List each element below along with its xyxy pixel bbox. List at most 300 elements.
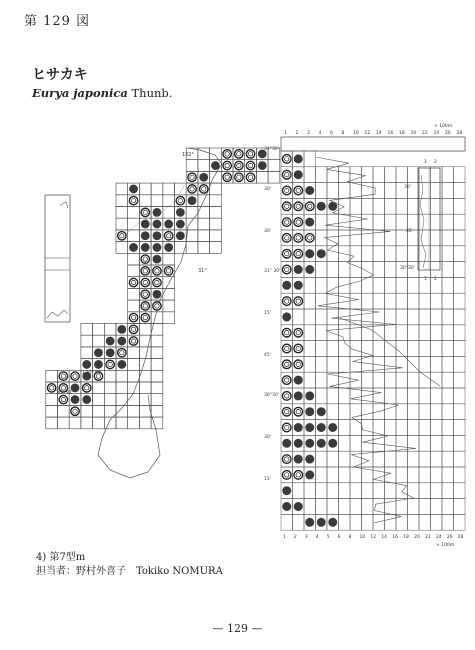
chart-cell	[419, 372, 431, 388]
map-grid-cell	[128, 394, 140, 406]
record-open-marker	[141, 302, 149, 310]
altitude-filled-marker	[305, 423, 314, 432]
record-open-marker	[153, 267, 161, 275]
record-filled-marker	[117, 360, 126, 369]
chart-cell	[408, 309, 420, 325]
altitude-open-marker	[294, 360, 303, 369]
chart-left-label: 15'	[264, 311, 271, 316]
chart-cell	[373, 451, 385, 467]
page-number: — 129 —	[212, 622, 263, 635]
chart-cell	[431, 341, 443, 357]
altitude-open-marker	[282, 297, 291, 306]
map-grid-cell	[128, 253, 140, 265]
altitude-filled-marker	[305, 518, 314, 527]
map-grid-cell	[198, 207, 210, 219]
map-grid-cell	[268, 171, 280, 183]
record-filled-marker	[176, 231, 185, 240]
distribution-map	[46, 148, 280, 478]
chart-cell	[408, 356, 420, 372]
map-grid-cell	[116, 218, 128, 230]
chart-cell	[408, 341, 420, 357]
altitude-open-marker	[305, 202, 314, 211]
chart-left-label: 31° 30'	[264, 269, 281, 274]
chart-cell	[396, 467, 408, 483]
record-open-marker	[71, 372, 79, 380]
altitude-open-marker	[282, 202, 291, 211]
record-open-marker	[164, 232, 172, 240]
chart-cell	[362, 214, 374, 230]
chart-cell	[454, 230, 466, 246]
record-filled-marker	[164, 243, 173, 252]
chart-cell	[454, 420, 466, 436]
record-filled-marker	[106, 348, 115, 357]
chart-cell	[419, 467, 431, 483]
altitude-filled-marker	[294, 376, 303, 385]
map-grid-cell	[93, 405, 105, 417]
chart-cell	[385, 341, 397, 357]
record-open-marker	[141, 267, 149, 275]
chart-cell	[408, 277, 420, 293]
chart-cell	[454, 356, 466, 372]
chart-bottom-tick: 12	[370, 535, 377, 541]
map-grid-cell	[139, 382, 151, 394]
record-open-marker	[118, 349, 126, 357]
record-filled-marker	[71, 395, 80, 404]
altitude-open-marker	[294, 471, 303, 480]
chart-cell	[408, 293, 420, 309]
map-grid-cell	[139, 417, 151, 429]
chart-cell	[373, 514, 385, 530]
chart-cell	[454, 499, 466, 515]
altitude-filled-marker	[305, 455, 314, 464]
chart-cell	[327, 262, 339, 278]
map-grid-cell	[151, 347, 163, 359]
altitude-open-marker	[282, 186, 291, 195]
chart-cell	[339, 499, 351, 515]
chart-cell	[304, 293, 316, 309]
altitude-filled-marker	[294, 391, 303, 400]
record-filled-marker	[141, 243, 150, 252]
chart-cell	[396, 420, 408, 436]
chart-cell	[316, 451, 328, 467]
inset-chart-top-tick: 2	[434, 160, 437, 165]
chart-cell	[316, 388, 328, 404]
altitude-open-marker	[282, 407, 291, 416]
map-grid-cell	[104, 324, 116, 336]
map-grid-cell	[163, 300, 175, 312]
chart-cell	[362, 404, 374, 420]
map-grid-cell	[116, 370, 128, 382]
altitude-filled-marker	[305, 218, 314, 227]
chart-top-tick: 16	[387, 131, 394, 136]
chart-cell	[385, 277, 397, 293]
chart-cell	[442, 325, 454, 341]
chart-cell	[327, 183, 339, 199]
chart-cell	[385, 293, 397, 309]
species-japanese-name: ヒサカキ	[32, 67, 88, 83]
chart-cell	[442, 404, 454, 420]
map-grid-cell	[210, 242, 222, 254]
record-open-marker	[188, 185, 196, 193]
chart-cell	[350, 420, 362, 436]
chart-cell	[304, 277, 316, 293]
chart-cell	[339, 420, 351, 436]
chart-top-tick: 20	[410, 131, 417, 136]
record-open-marker	[223, 161, 231, 169]
map-grid-cell	[93, 324, 105, 336]
record-open-marker	[223, 173, 231, 181]
altitude-open-marker	[282, 249, 291, 258]
map-grid-cell	[186, 230, 198, 242]
record-filled-marker	[117, 337, 126, 346]
map-grid-cell	[116, 207, 128, 219]
chart-cell	[373, 214, 385, 230]
chart-bottom-tick: 6	[337, 535, 341, 541]
record-filled-marker	[153, 255, 162, 264]
chart-cell	[408, 372, 420, 388]
chart-bottom-tick: 1	[283, 535, 286, 541]
map-label-30-30: 30°30'	[56, 390, 73, 396]
altitude-open-marker	[282, 234, 291, 243]
chart-cell	[339, 467, 351, 483]
chart-cell	[385, 514, 397, 530]
record-filled-marker	[82, 395, 91, 404]
altitude-open-marker	[282, 155, 291, 164]
chart-cell	[454, 309, 466, 325]
altitude-filled-marker	[328, 439, 337, 448]
map-grid-cell	[186, 160, 198, 172]
chart-cell	[454, 246, 466, 262]
chart-cell	[442, 356, 454, 372]
map-grid-cell	[93, 394, 105, 406]
chart-cell	[339, 388, 351, 404]
altitude-filled-marker	[294, 154, 303, 163]
chart-cell	[362, 246, 374, 262]
record-open-marker	[59, 372, 67, 380]
chart-cell	[304, 309, 316, 325]
chart-cell	[339, 404, 351, 420]
map-grid-cell	[128, 207, 140, 219]
chart-cell	[396, 277, 408, 293]
chart-cell	[431, 467, 443, 483]
record-open-marker	[188, 173, 196, 181]
map-grid-cell	[81, 405, 93, 417]
chart-cell	[385, 435, 397, 451]
chart-bottom-tick: 8	[348, 535, 352, 541]
record-open-marker	[47, 384, 55, 392]
record-filled-marker	[94, 360, 103, 369]
chart-cell	[350, 356, 362, 372]
chart-cell	[350, 388, 362, 404]
chart-bottom-tick: 10	[359, 535, 366, 541]
chart-cell	[419, 309, 431, 325]
map-grid-cell	[210, 218, 222, 230]
chart-bottom-tick: 22	[425, 535, 431, 541]
chart-cell	[339, 435, 351, 451]
chart-cell	[327, 277, 339, 293]
chart-left-label: 30'	[264, 435, 271, 440]
record-open-marker	[246, 150, 254, 158]
map-grid-cell	[139, 347, 151, 359]
chart-cell	[339, 356, 351, 372]
chart-cell	[431, 309, 443, 325]
chart-cell	[454, 388, 466, 404]
record-open-marker	[83, 384, 91, 392]
altitude-filled-marker	[294, 281, 303, 290]
record-open-marker	[200, 185, 208, 193]
map-grid-cell	[93, 335, 105, 347]
chart-cell	[385, 262, 397, 278]
inset-coast	[60, 202, 68, 208]
chart-cell	[304, 499, 316, 515]
altitude-filled-marker	[317, 407, 326, 416]
map-grid-cell	[116, 405, 128, 417]
chart-cell	[442, 277, 454, 293]
chart-cell	[327, 467, 339, 483]
chart-bottom-tick: 20	[414, 535, 420, 541]
chart-cell	[385, 483, 397, 499]
record-filled-marker	[176, 220, 185, 229]
chart-cell	[408, 214, 420, 230]
chart-cell	[373, 388, 385, 404]
map-grid-cell	[139, 324, 151, 336]
altitude-open-marker	[294, 407, 303, 416]
map-label-130-30: 130°30'	[82, 370, 102, 376]
altitude-filled-marker	[317, 518, 326, 527]
chart-cell	[442, 214, 454, 230]
chart-left-label: 30'	[264, 229, 271, 234]
chart-cell	[339, 341, 351, 357]
chart-cell	[373, 483, 385, 499]
chart-cell	[396, 246, 408, 262]
map-grid-cell	[210, 195, 222, 207]
chart-cell	[350, 277, 362, 293]
chart-cell	[396, 372, 408, 388]
map-grid-cell	[128, 417, 140, 429]
map-grid-cell	[151, 335, 163, 347]
altitude-filled-marker	[282, 502, 291, 511]
map-grid-cell	[116, 242, 128, 254]
altitude-open-marker	[294, 202, 303, 211]
map-grid-cell	[186, 242, 198, 254]
chart-cell	[339, 325, 351, 341]
chart-top-tick: 24	[433, 131, 440, 136]
chart-cell	[385, 451, 397, 467]
chart-cell	[304, 325, 316, 341]
chart-cell	[419, 420, 431, 436]
altitude-filled-marker	[294, 439, 303, 448]
chart-cell	[373, 167, 385, 183]
altitude-filled-marker	[305, 407, 314, 416]
chart-top-tick: 3	[307, 131, 310, 136]
chart-cell	[350, 246, 362, 262]
map-grid-cell	[151, 394, 163, 406]
inset-coast	[47, 310, 68, 318]
record-filled-marker	[188, 196, 197, 205]
chart-cell	[327, 451, 339, 467]
chart-cell	[316, 372, 328, 388]
record-filled-marker	[117, 325, 126, 334]
chart-cell	[396, 404, 408, 420]
chart-cell	[385, 246, 397, 262]
chart-cell	[281, 514, 293, 530]
chart-cell	[327, 309, 339, 325]
chart-cell	[442, 514, 454, 530]
chart-cell	[442, 372, 454, 388]
altitude-filled-marker	[328, 423, 337, 432]
record-open-marker	[141, 255, 149, 263]
chart-top-tick: 28	[456, 131, 463, 136]
footnote: 4) 第7型m	[36, 552, 86, 563]
chart-cell	[396, 198, 408, 214]
coastline	[98, 148, 222, 478]
altitude-filled-marker	[317, 423, 326, 432]
chart-cell	[442, 167, 454, 183]
chart-cell	[431, 435, 443, 451]
map-grid-cell	[139, 183, 151, 195]
record-filled-marker	[153, 290, 162, 299]
map-grid-cell	[256, 171, 268, 183]
record-filled-marker	[82, 360, 91, 369]
map-grid-cell	[46, 405, 58, 417]
chart-cell	[327, 341, 339, 357]
record-filled-marker	[153, 220, 162, 229]
map-label-31: 31°	[198, 268, 207, 274]
chart-cell	[454, 435, 466, 451]
chart-cell	[419, 451, 431, 467]
map-grid-cell	[175, 183, 187, 195]
chart-cell	[304, 151, 316, 167]
chart-cell	[373, 198, 385, 214]
chart-cell	[419, 183, 431, 199]
map-grid-cell	[198, 160, 210, 172]
chart-cell	[350, 499, 362, 515]
record-filled-marker	[153, 231, 162, 240]
map-grid-cell	[128, 347, 140, 359]
map-grid-cell	[198, 230, 210, 242]
altitude-filled-marker	[294, 423, 303, 432]
map-grid-cell	[163, 207, 175, 219]
chart-cell	[408, 325, 420, 341]
chart-cell	[419, 404, 431, 420]
map-grid-cell	[198, 242, 210, 254]
altitude-filled-marker	[294, 455, 303, 464]
chart-top-tick: 22	[422, 131, 428, 136]
chart-cell	[454, 372, 466, 388]
chart-bottom-unit: × 100m	[436, 543, 455, 549]
chart-cell	[408, 404, 420, 420]
inset-chart-label: 45'	[406, 229, 413, 234]
chart-cell	[327, 246, 339, 262]
chart-cell	[442, 230, 454, 246]
altitude-filled-marker	[305, 265, 314, 274]
altitude-profile-line	[316, 157, 416, 523]
chart-left-label: 30°30'	[264, 393, 279, 398]
chart-cell	[431, 451, 443, 467]
map-grid-cell	[151, 405, 163, 417]
chart-cell	[293, 514, 305, 530]
altitude-filled-marker	[328, 518, 337, 527]
chart-cell	[385, 230, 397, 246]
map-grid-cell	[58, 417, 70, 429]
map-grid-cell	[151, 312, 163, 324]
figure-label: 第 129 図	[24, 14, 91, 29]
altitude-filled-marker	[305, 186, 314, 195]
chart-cell	[431, 325, 443, 341]
chart-cell	[373, 277, 385, 293]
map-grid-cell	[116, 382, 128, 394]
chart-cell	[408, 499, 420, 515]
record-open-marker	[118, 232, 126, 240]
map-label-132: 132°	[182, 152, 195, 158]
chart-cell	[350, 198, 362, 214]
chart-cell	[362, 356, 374, 372]
chart-cell	[293, 309, 305, 325]
inset-chart-top-tick: 1	[424, 160, 427, 165]
chart-cell	[419, 388, 431, 404]
map-grid-cell	[128, 405, 140, 417]
chart-cell	[316, 483, 328, 499]
chart-cell	[350, 230, 362, 246]
map-grid-cell	[163, 195, 175, 207]
chart-cell	[396, 214, 408, 230]
chart-cell	[396, 356, 408, 372]
chart-cell	[362, 420, 374, 436]
altitude-open-marker	[294, 186, 303, 195]
chart-cell	[419, 356, 431, 372]
chart-cell	[339, 183, 351, 199]
chart-cell	[362, 198, 374, 214]
chart-cell	[339, 451, 351, 467]
chart-cell	[454, 451, 466, 467]
altitude-open-marker	[282, 328, 291, 337]
chart-cell	[396, 167, 408, 183]
chart-cell	[373, 183, 385, 199]
map-grid-cell	[151, 359, 163, 371]
record-filled-marker	[106, 337, 115, 346]
chart-cell	[350, 514, 362, 530]
altitude-open-marker	[282, 376, 291, 385]
chart-cell	[442, 388, 454, 404]
chart-cell	[431, 483, 443, 499]
inset-frame	[45, 195, 70, 322]
chart-top-tick: 2	[295, 131, 299, 136]
chart-cell	[373, 246, 385, 262]
map-grid-cell	[116, 195, 128, 207]
chart-cell	[385, 325, 397, 341]
record-filled-marker	[141, 220, 150, 229]
author-credit: 担当者：野村外喜子 Tokiko NOMURA	[36, 566, 223, 577]
chart-cell	[362, 372, 374, 388]
chart-cell	[327, 499, 339, 515]
chart-cell	[327, 388, 339, 404]
chart-cell	[385, 388, 397, 404]
chart-cell	[327, 167, 339, 183]
chart-cell	[385, 167, 397, 183]
chart-cell	[316, 167, 328, 183]
inset-chart-label: 30°30'	[400, 266, 415, 271]
chart-cell	[373, 372, 385, 388]
altitude-filled-marker	[294, 170, 303, 179]
chart-cell	[362, 483, 374, 499]
map-grid-cell	[163, 183, 175, 195]
map-grid-cell	[128, 265, 140, 277]
chart-cell	[442, 499, 454, 515]
chart-cell	[385, 198, 397, 214]
altitude-filled-marker	[282, 281, 291, 290]
chart-cell	[316, 467, 328, 483]
map-grid-cell	[210, 183, 222, 195]
